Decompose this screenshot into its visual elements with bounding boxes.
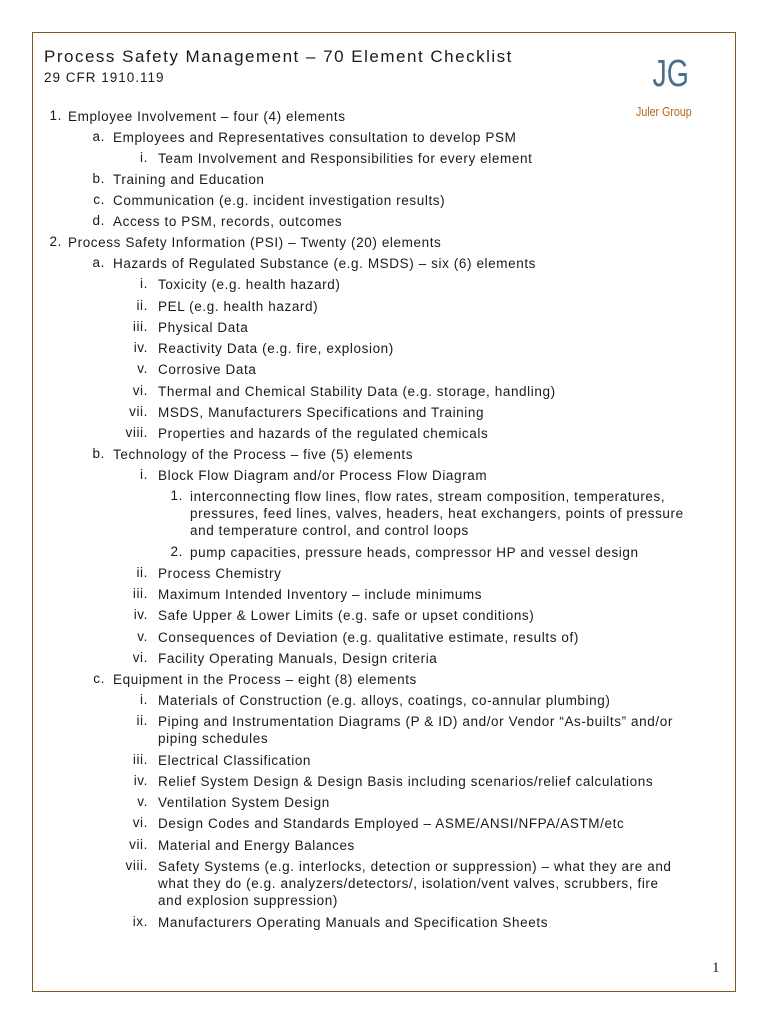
list-item-number: ii. — [136, 565, 148, 580]
list-item-text: PEL (e.g. health hazard) — [158, 299, 319, 314]
list-item-number: viii. — [125, 858, 148, 873]
list-item-number: iv. — [133, 773, 148, 788]
list-item-number: 2. — [170, 544, 183, 559]
list-item-number: iii. — [132, 319, 148, 334]
list-item-number: b. — [92, 446, 105, 461]
list-item-number: vi. — [132, 815, 148, 830]
list-item-number: iv. — [133, 607, 148, 622]
list-item-text: Block Flow Diagram and/or Process Flow Diagram — [158, 468, 488, 483]
list-item-number: vii. — [129, 837, 148, 852]
list-item-text: Piping and Instrumentation Diagrams (P & ID) and/or Vendor “As-builts” and/or — [158, 714, 673, 729]
list-item-text: Equipment in the Process – eight (8) elements — [113, 672, 417, 687]
list-item-number: vi. — [132, 383, 148, 398]
list-item-text: Relief System Design & Design Basis including scenarios/relief calculations — [158, 774, 654, 789]
list-item-text: Process Chemistry — [158, 566, 282, 581]
list-item-text: Thermal and Chemical Stability Data (e.g. storage, handling) — [158, 384, 556, 399]
list-item-number: vi. — [132, 650, 148, 665]
list-item-text: Electrical Classification — [158, 753, 312, 768]
list-item-text: pump capacities, pressure heads, compressor HP and vessel design — [190, 545, 639, 560]
list-item-text: MSDS, Manufacturers Specifications and Training — [158, 405, 485, 420]
list-item-number: vii. — [129, 404, 148, 419]
list-item-text: Communication (e.g. incident investigation results) — [113, 193, 446, 208]
list-item-text: Access to PSM, records, outcomes — [113, 214, 343, 229]
list-item-text: Toxicity (e.g. health hazard) — [158, 277, 341, 292]
list-item-number: i. — [140, 692, 148, 707]
list-item-number: b. — [92, 171, 105, 186]
list-item-text: Physical Data — [158, 320, 249, 335]
list-item-text: Training and Education — [113, 172, 265, 187]
list-item-number: i. — [140, 276, 148, 291]
list-item-text: Maximum Intended Inventory – include minimums — [158, 587, 483, 602]
list-item-number: 2. — [49, 234, 62, 249]
list-item-number: v. — [137, 629, 148, 644]
list-item-number: d. — [92, 213, 105, 228]
list-item-text: Facility Operating Manuals, Design criteria — [158, 651, 438, 666]
document-title: Process Safety Management – 70 Element Checklist — [44, 47, 513, 66]
list-item-text: Design Codes and Standards Employed – ASME/ANSI/NFPA/ASTM/etc — [158, 816, 625, 831]
list-item-number: ii. — [136, 298, 148, 313]
list-item-number: iv. — [133, 340, 148, 355]
list-item-number: i. — [140, 150, 148, 165]
list-item-text: pressures, feed lines, valves, headers, heat exchangers, points of pressure — [190, 506, 684, 521]
list-item-text: Safe Upper & Lower Limits (e.g. safe or upset conditions) — [158, 608, 535, 623]
list-item-text: Ventilation System Design — [158, 795, 330, 810]
list-item-text: and explosion suppression) — [158, 893, 338, 908]
list-item-text: Technology of the Process – five (5) elements — [113, 447, 414, 462]
list-item-text: Safety Systems (e.g. interlocks, detection or suppression) – what they are and — [158, 859, 672, 874]
list-item-number: 1. — [170, 488, 183, 503]
juler-group-logo-icon — [651, 44, 699, 96]
list-item-number: c. — [93, 671, 105, 686]
document-subtitle: 29 CFR 1910.119 — [44, 70, 165, 85]
list-item-number: iii. — [132, 752, 148, 767]
list-item-text: Employee Involvement – four (4) elements — [68, 109, 346, 124]
list-item-text: what they do (e.g. analyzers/detectors/, isolation/vent valves, scrubbers, fire — [158, 876, 659, 891]
list-item-number: iii. — [132, 586, 148, 601]
list-item-text: Employees and Representatives consultation to develop PSM — [113, 130, 517, 145]
list-item-number: 1. — [49, 108, 62, 123]
list-item-number: ii. — [136, 713, 148, 728]
logo-company-name: Juler Group — [636, 104, 692, 119]
list-item-text: Manufacturers Operating Manuals and Specification Sheets — [158, 915, 549, 930]
list-item-text: Material and Energy Balances — [158, 838, 355, 853]
logo-letters: JG — [652, 53, 689, 96]
list-item-text: Corrosive Data — [158, 362, 257, 377]
list-item-text: Team Involvement and Responsibilities for every element — [158, 151, 533, 166]
list-item-text: piping schedules — [158, 731, 269, 746]
list-item-number: v. — [137, 361, 148, 376]
list-item-text: Properties and hazards of the regulated chemicals — [158, 426, 489, 441]
list-item-text: Materials of Construction (e.g. alloys, coatings, co-annular plumbing) — [158, 693, 611, 708]
list-item-number: viii. — [125, 425, 148, 440]
list-item-number: i. — [140, 467, 148, 482]
list-item-number: c. — [93, 192, 105, 207]
list-item-text: interconnecting flow lines, flow rates, stream composition, temperatures, — [190, 489, 666, 504]
list-item-number: ix. — [132, 914, 148, 929]
list-item-number: a. — [92, 129, 105, 144]
list-item-text: Process Safety Information (PSI) – Twenty (20) elements — [68, 235, 442, 250]
list-item-text: Consequences of Deviation (e.g. qualitative estimate, results of) — [158, 630, 579, 645]
list-item-text: Reactivity Data (e.g. fire, explosion) — [158, 341, 394, 356]
list-item-text: and temperature control, and control loops — [190, 523, 469, 538]
list-item-number: v. — [137, 794, 148, 809]
list-item-text: Hazards of Regulated Substance (e.g. MSDS) – six (6) elements — [113, 256, 537, 271]
page-number: 1 — [712, 960, 720, 976]
list-item-number: a. — [92, 255, 105, 270]
